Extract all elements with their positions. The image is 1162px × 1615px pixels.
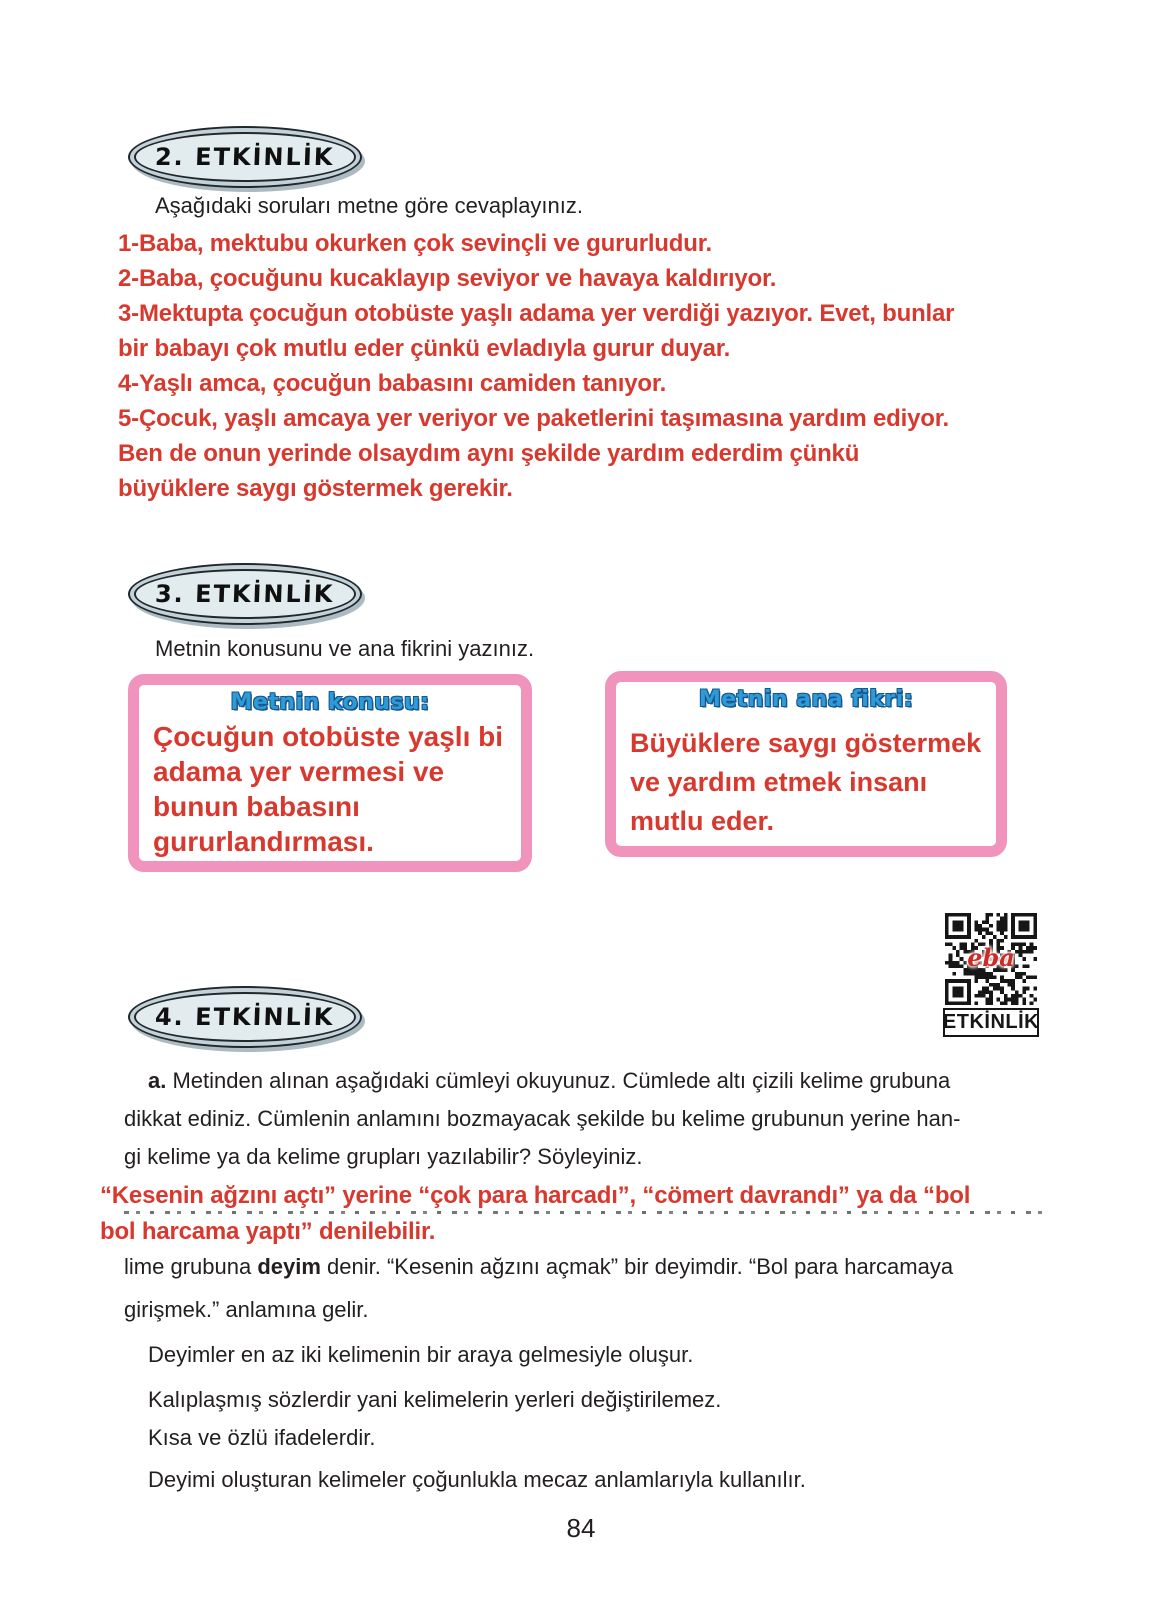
activity3-prompt: Metnin konusunu ve ana fikrini yazınız.: [155, 636, 535, 661]
activity3-badge-label: 3. ETKİNLİK: [154, 580, 336, 608]
definition-continuation: girişmek.” anlamına gelir.: [124, 1297, 369, 1322]
topic-box: [128, 674, 532, 872]
activity4-instruction-line2: dikkat ediniz. Cümlenin anlamını bozmayacak şekilde bu kelime grubunun yerine han-: [124, 1106, 961, 1131]
clipped-text-remnant: [124, 1211, 1042, 1214]
answer-line: Büyüklere saygı göstermek: [630, 728, 982, 758]
main-idea-box: [605, 671, 1007, 857]
answer-line: bunun babasını: [153, 791, 360, 822]
list-item: Deyimler en az iki kelimenin bir araya gelmesiyle oluşur.: [148, 1342, 694, 1367]
answer-line: Çocuğun otobüste yaşlı bi: [153, 721, 504, 752]
answer-line: 4-Yaşlı amca, çocuğun babasını camiden tanıyor.: [118, 370, 667, 397]
answer-line: bol harcama yaptı” denilebilir.: [100, 1218, 436, 1245]
item-letter: a.: [148, 1068, 167, 1093]
activity4-instruction-line1: [148, 1066, 950, 1096]
main-idea-box-answer: [616, 712, 996, 841]
clipped-definition-line: [124, 1254, 1064, 1282]
answer-line: mutlu eder.: [630, 806, 775, 836]
list-item: Kalıplaşmış sözlerdir yani kelimelerin yerleri değiştirilemez.: [148, 1387, 722, 1412]
activity2-badge-label: 2. ETKİNLİK: [154, 143, 336, 171]
answer-line: büyüklere saygı göstermek gerekir.: [118, 475, 513, 502]
list-item: Kısa ve özlü ifadelerdir.: [148, 1425, 376, 1450]
eba-logo: eba: [967, 943, 1015, 972]
clipped-definition-text: lime grubuna deyim denir. “Kesenin ağzını açmak” bir deyimdir. “Bol para harcamaya: [124, 1254, 954, 1279]
activity4-instruction-line3: gi kelime ya da kelime grupları yazılabilir? Söyleyiniz.: [124, 1144, 643, 1169]
activity2-badge: [128, 126, 362, 188]
answer-line: bir babayı çok mutlu eder çünkü evladıyla gurur duyar.: [118, 335, 731, 362]
activity4-badge: [128, 986, 362, 1048]
topic-box-answer: [139, 715, 521, 859]
answer-line: 5-Çocuk, yaşlı amcaya yer veriyor ve paketlerini taşımasına yardım ediyor.: [118, 405, 949, 432]
activity3-badge: [128, 563, 362, 625]
answer-line: 2-Baba, çocuğunu kucaklayıp seviyor ve havaya kaldırıyor.: [118, 265, 777, 292]
answer-line: “Kesenin ağzını açtı” yerine “çok para harcadı”, “cömert davrandı” ya da “bol: [100, 1182, 971, 1209]
topic-box-title: Metnin konusu:: [230, 690, 430, 715]
answer-line: Ben de onun yerinde olsaydım aynı şekilde yardım ederdim çünkü: [118, 440, 860, 467]
answer-line: ve yardım etmek insanı: [630, 767, 928, 797]
instruction-text: Metinden alınan aşağıdaki cümleyi okuyunuz. Cümlede altı çizili kelime grubuna: [166, 1068, 951, 1093]
answer-line: 1-Baba, mektubu okurken çok sevinçli ve gururludur.: [118, 230, 712, 257]
answer-line: 3-Mektupta çocuğun otobüste yaşlı adama yer verdiği yazıyor. Evet, bunlar: [118, 300, 955, 327]
answer-line: adama yer vermesi ve: [153, 756, 445, 787]
qr-block: [943, 913, 1039, 1037]
main-idea-box-title: Metnin ana fikri:: [698, 687, 914, 712]
activity2-badge-inner: [134, 132, 356, 182]
activity2-prompt: Aşağıdaki soruları metne göre cevaplayınız.: [155, 193, 584, 218]
activity4-badge-inner: [134, 992, 356, 1042]
page-number: 84: [566, 1513, 596, 1543]
activity4-badge-label: 4. ETKİNLİK: [154, 1003, 336, 1031]
answer-line: gururlandırması.: [153, 826, 374, 857]
activity3-badge-inner: [134, 569, 356, 619]
qr-label: ETKİNLİK: [943, 1008, 1039, 1037]
list-item: Deyimi oluşturan kelimeler çoğunlukla mecaz anlamlarıyla kullanılır.: [148, 1467, 806, 1492]
